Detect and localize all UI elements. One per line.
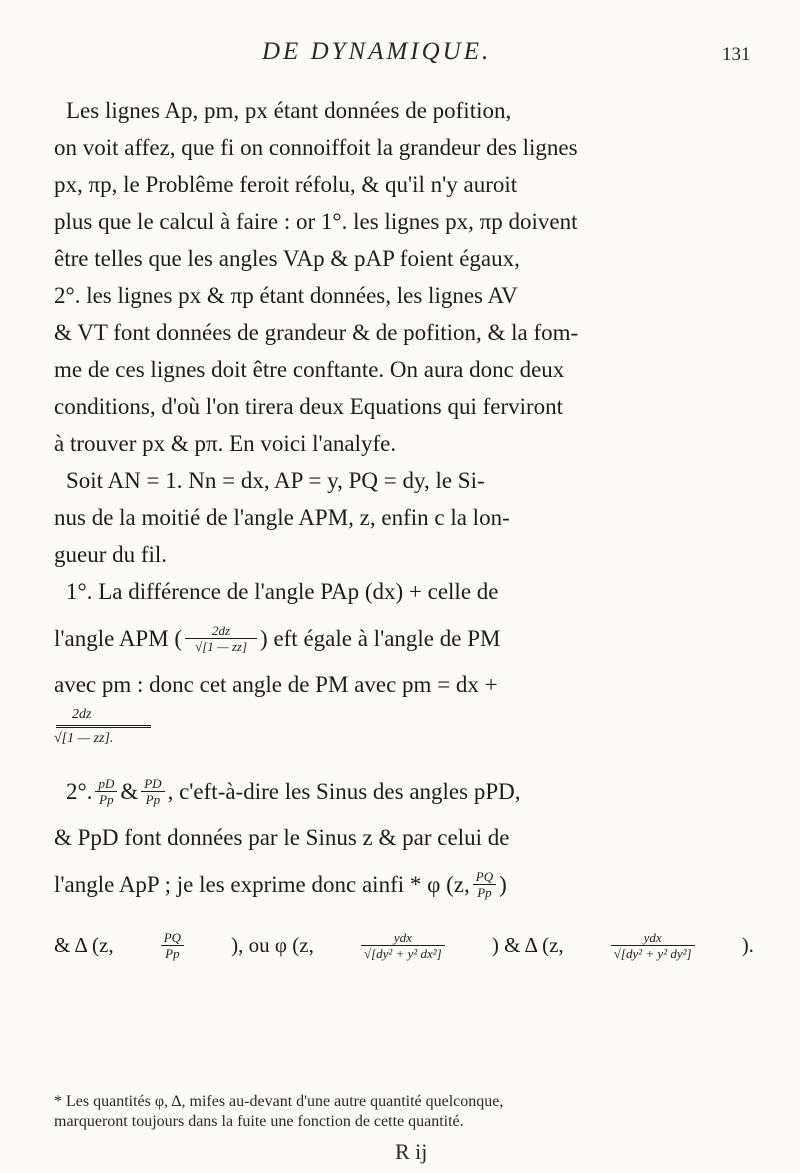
running-head: DE DYNAMIQUE.: [262, 38, 492, 65]
text-fragment: ), ou φ (z,: [231, 932, 314, 957]
text-line: à trouver px & pπ. En voici l'analyfe.: [54, 431, 397, 456]
fraction: [473, 869, 496, 900]
fraction: [161, 930, 184, 961]
fraction-numerator: 2dz: [72, 707, 92, 722]
fraction-numerator: 2dz: [185, 623, 257, 639]
fraction-numerator: PQ: [473, 869, 496, 885]
footnote-line: marqueront toujours dans la fuite une fonction de cette quantité.: [54, 1113, 464, 1130]
fraction-denominator: Pp: [99, 791, 114, 807]
fraction-denominator: Pp: [477, 884, 492, 900]
text-line: px, πp, le Problême feroit réfolu, & qu'il n'y auroit: [54, 172, 518, 197]
fraction-denominator: √[1 — zz].: [54, 731, 114, 746]
footnote: [54, 1092, 754, 1132]
text-line: Soit AN = 1. Nn = dx, AP = y, PQ = dy, le Si-: [66, 468, 485, 493]
text-fragment: l'angle ApP ; je les exprime donc ainfi * φ (z,: [54, 871, 470, 897]
text-line: & PpD font données par le Sinus z & par celui de: [54, 825, 510, 850]
fraction-denominator: √[dy² + y² dx²]: [363, 945, 442, 961]
fraction-denominator: Pp: [145, 791, 161, 807]
signature-mark: R ij: [395, 1139, 428, 1164]
text-fragment: l'angle APM (: [54, 625, 183, 651]
text-line: plus que le calcul à faire : or 1°. les lignes px, πp doivent: [54, 209, 578, 234]
fraction: [141, 776, 164, 807]
text-fragment: ) eft égale à l'angle de PM: [260, 625, 501, 651]
fraction-denominator: √[dy² + y² dy²]: [613, 945, 692, 961]
fraction: [185, 623, 257, 654]
page-body: [54, 92, 754, 978]
text-fragment: ) & Δ (z,: [491, 932, 564, 957]
fraction-numerator: ydx: [611, 930, 695, 946]
text-line: nus de la moitié de l'angle APM, z, enfin c la lon-: [54, 505, 510, 530]
fraction: [361, 930, 445, 961]
fraction-numerator: PQ: [161, 930, 184, 946]
text-line: 2°. les lignes px & πp étant données, les lignes AV: [54, 283, 518, 308]
text-line: être telles que les angles VAp & pAP foient égaux,: [54, 246, 520, 271]
fraction-denominator: Pp: [165, 945, 180, 961]
page-number: 131: [722, 44, 751, 65]
formula-line: [54, 763, 754, 819]
fraction-denominator: √[1 — zz]: [195, 638, 248, 654]
text-line: avec pm : donc cet angle de PM avec pm = dx +: [54, 672, 498, 697]
formula-line: [54, 856, 754, 912]
fraction-numerator: pD: [95, 776, 117, 792]
text-line: me de ces lignes doit être conftante. On aura donc deux: [54, 357, 565, 382]
text-fragment: ).: [741, 932, 754, 957]
text-fragment: ): [499, 871, 507, 897]
text-fragment: &: [120, 778, 139, 804]
formula-continuation: [54, 703, 754, 763]
text-line: gueur du fil.: [54, 542, 168, 567]
equation-line: [54, 912, 754, 978]
text-line: Les lignes Ap, pm, px étant données de pofition,: [66, 98, 512, 123]
text-fragment: 2°.: [66, 778, 93, 804]
fraction: [611, 930, 695, 961]
formula-line: [54, 610, 754, 666]
text-line: conditions, d'où l'on tirera deux Equations qui ferviront: [54, 394, 564, 419]
fraction-numerator: PD: [141, 776, 164, 792]
text-fragment: , c'eft-à-dire les Sinus des angles pPD,: [167, 778, 521, 804]
footnote-line: * Les quantités φ, Δ, mifes au-devant d'une autre quantité quelconque,: [54, 1093, 504, 1110]
text-line: on voit affez, que fi on connoiffoit la grandeur des lignes: [54, 135, 578, 160]
text-line: & VT font données de grandeur & de pofition, & la fom-: [54, 320, 579, 345]
text-fragment: & Δ (z,: [54, 932, 114, 957]
fraction-numerator: ydx: [361, 930, 445, 946]
text-line: 1°. La différence de l'angle PAp (dx) + celle de: [66, 579, 499, 604]
fraction: [95, 776, 117, 807]
